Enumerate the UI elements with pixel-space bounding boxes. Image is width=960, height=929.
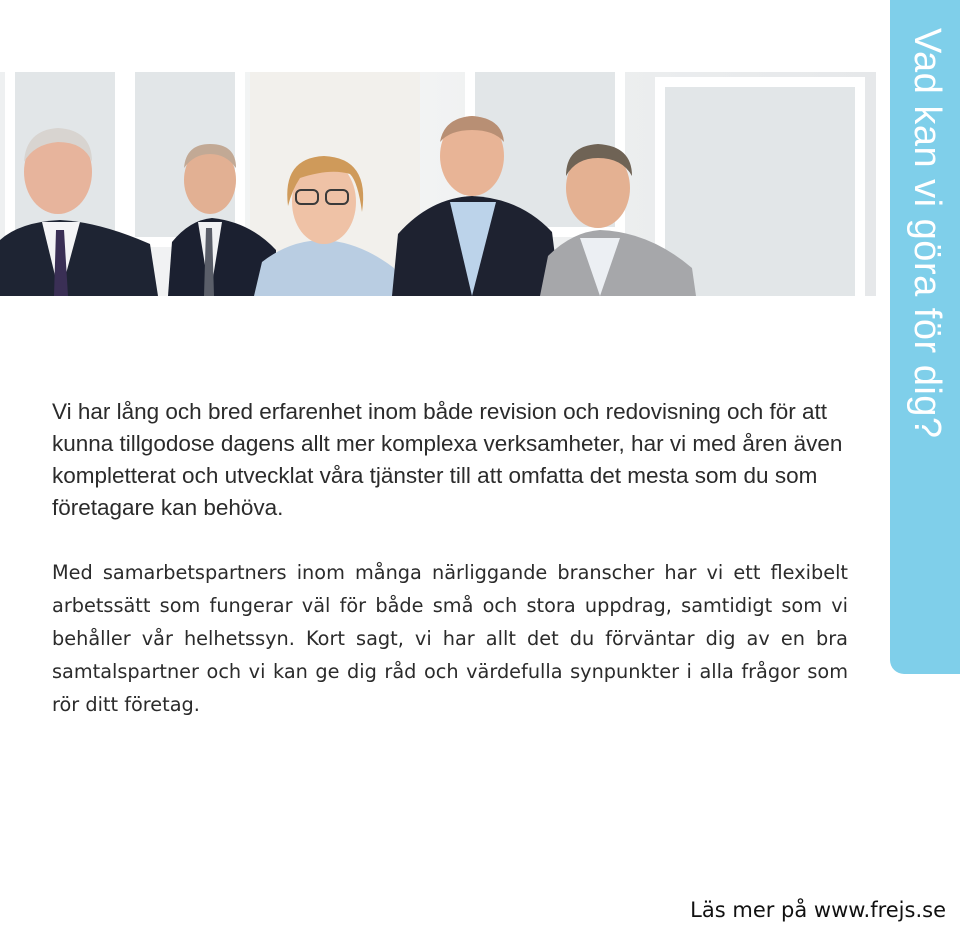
website-link[interactable]: Läs mer på www.frejs.se bbox=[690, 898, 946, 922]
intro-paragraph: Vi har lång och bred erfarenhet inom både revision och redovisning och för att kunna tillgodose dagens allt mer komplexa verksamheter, har vi med åren även kompletterat och utvecklat våra tjänster till att omfatta det mesta som du som företagare kan behöva. bbox=[52, 399, 843, 520]
team-photo bbox=[0, 72, 876, 296]
body-paragraph: Med samarbetspartners inom många närliggande branscher har vi ett flexibelt arbetssätt som fungerar väl för både små och stora uppdrag, samtidigt som vi behåller vår helhetssyn. Kort sagt, vi har allt det du förväntar dig av en bra samtalspartner och vi kan ge dig råd och värdefulla synpunkter i alla frågor som rör ditt företag. bbox=[52, 561, 848, 716]
side-tab-heading: Vad kan vi göra för dig? bbox=[906, 28, 948, 439]
team-photo-illustration bbox=[0, 72, 876, 296]
side-tab bbox=[890, 0, 960, 674]
